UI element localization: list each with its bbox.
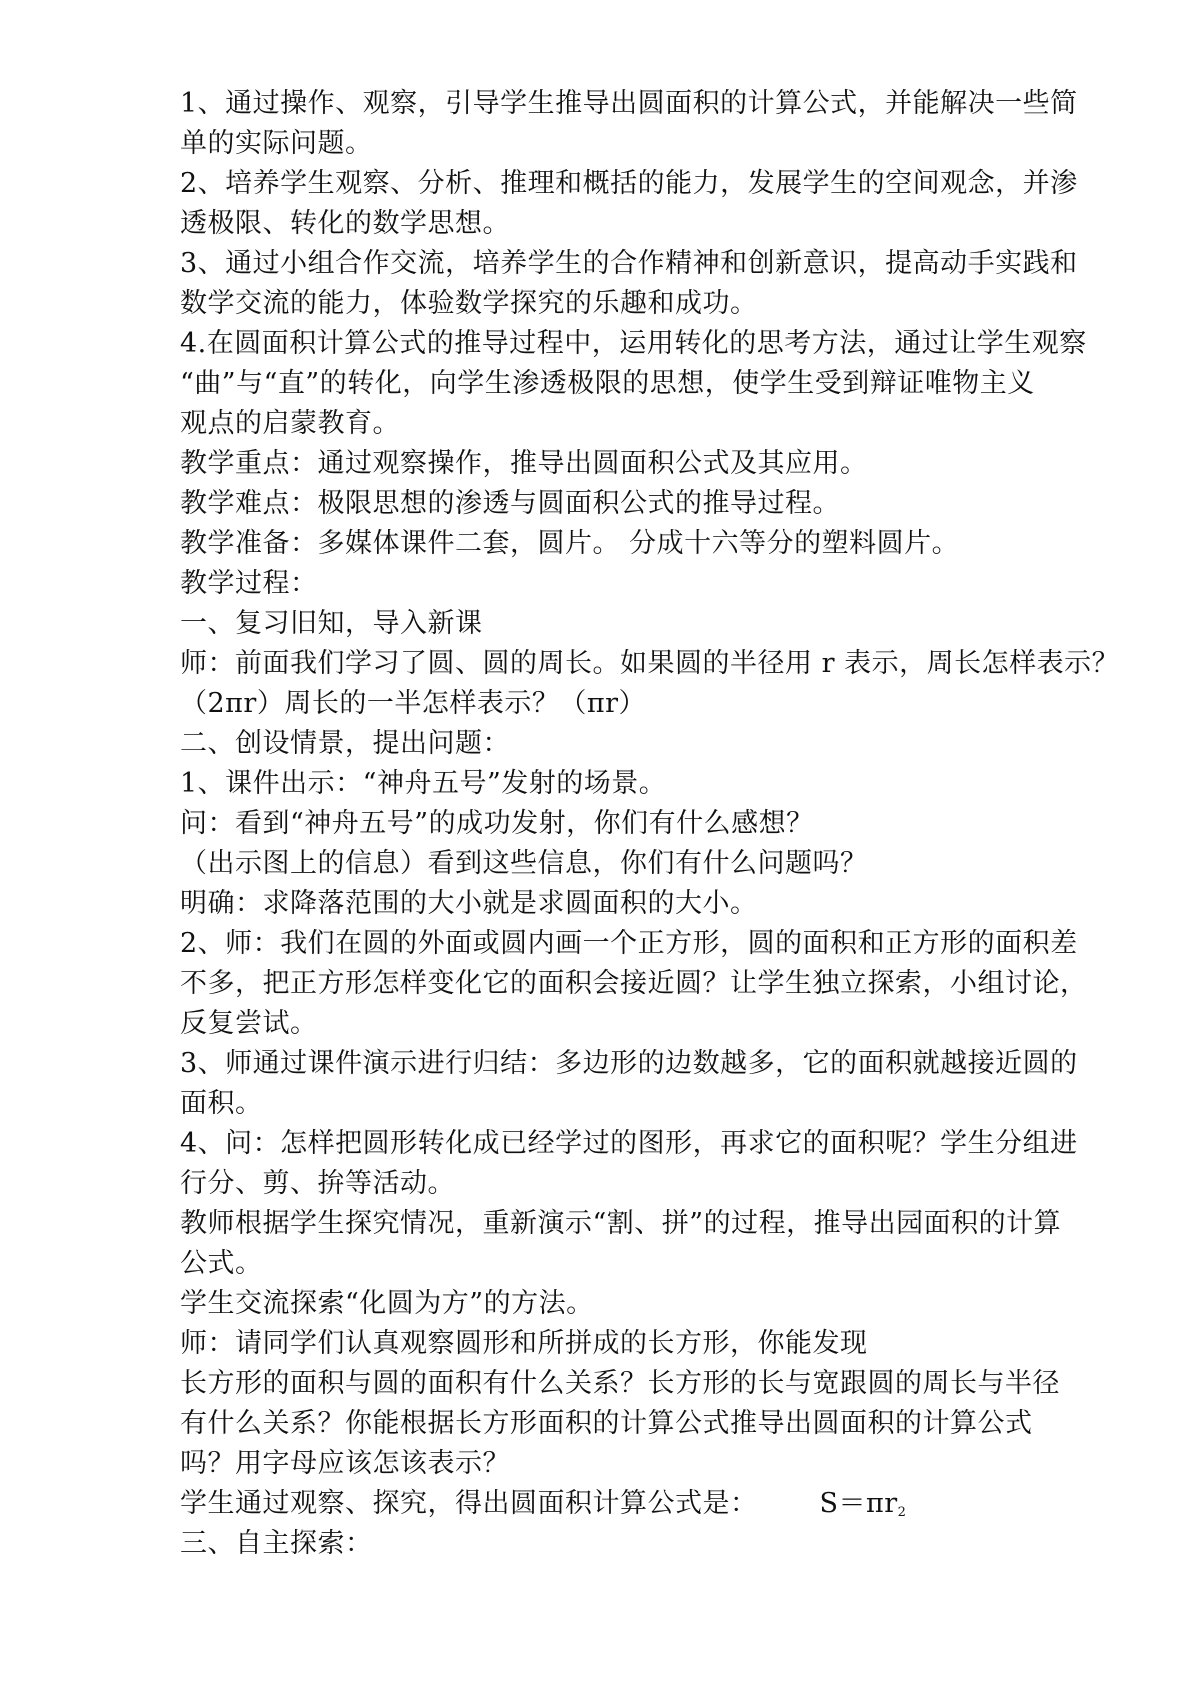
text-line: 问：看到“神舟五号”的成功发射，你们有什么感想？	[180, 808, 814, 839]
text-line: 透极限、转化的数学思想。	[180, 208, 510, 239]
text-line: “曲”与“直”的转化，向学生渗透极限的思想，使学生受到辩证唯物主义	[180, 368, 1035, 399]
section-heading: 三、自主探索：	[180, 1528, 373, 1559]
text-line: 不多，把正方形怎样变化它的面积会接近圆？让学生独立探索，小组讨论，	[180, 968, 1088, 999]
text-line: （2πr）周长的一半怎样表示？（πr）	[180, 688, 646, 719]
text-line: 有什么关系？你能根据长方形面积的计算公式推导出圆面积的计算公式	[180, 1408, 1033, 1439]
formula-intro: 学生通过观察、探究，得出圆面积计算公式是：	[180, 1488, 758, 1519]
text-line: 教师根据学生探究情况，重新演示“割、拼”的过程，推导出园面积的计算	[180, 1208, 1062, 1239]
document-page	[180, 84, 1120, 1564]
text-line: 师：前面我们学习了圆、圆的周长。如果圆的半径用 r 表示，周长怎样表示？	[180, 648, 1120, 679]
text-line: 1、课件出示：“神舟五号”发射的场景。	[180, 768, 667, 799]
text-line: 公式。	[180, 1248, 263, 1279]
area-formula: S＝πr	[819, 1488, 898, 1519]
text-line: 长方形的面积与圆的面积有什么关系？长方形的长与宽跟圆的周长与半径	[180, 1368, 1060, 1399]
text-line: 3、通过小组合作交流，培养学生的合作精神和创新意识，提高动手实践和	[180, 248, 1078, 279]
text-line: 一、复习旧知，导入新课	[180, 608, 483, 639]
text-line: 反复尝试。	[180, 1008, 318, 1039]
text-line: （出示图上的信息）看到这些信息，你们有什么问题吗？	[180, 848, 868, 879]
formula-line	[180, 1484, 1120, 1524]
text-line: 明确：求降落范围的大小就是求圆面积的大小。	[180, 888, 758, 919]
text-line: 教学过程：	[180, 568, 318, 599]
text-line: 二、创设情景，提出问题：	[180, 728, 510, 759]
text-line: 教学重点：通过观察操作，推导出圆面积公式及其应用。	[180, 448, 868, 479]
text-line: 学生交流探索“化圆为方”的方法。	[180, 1288, 594, 1319]
text-line: 2、培养学生观察、分析、推理和概括的能力，发展学生的空间观念，并渗	[180, 168, 1078, 199]
text-line: 教学准备：多媒体课件二套，圆片。 分成十六等分的塑料圆片。	[180, 528, 960, 559]
text-line: 教学难点：极限思想的渗透与圆面积公式的推导过程。	[180, 488, 840, 519]
text-line: 2、师：我们在圆的外面或圆内画一个正方形，圆的面积和正方形的面积差	[180, 928, 1078, 959]
text-line: 观点的启蒙教育。	[180, 408, 400, 439]
text-line: 师：请同学们认真观察圆形和所拼成的长方形，你能发现	[180, 1328, 868, 1359]
text-line: 行分、剪、拚等活动。	[180, 1168, 455, 1199]
text-line: 1、通过操作、观察，引导学生推导出圆面积的计算公式，并能解决一些简	[180, 88, 1078, 119]
text-line: 4、问：怎样把圆形转化成已经学过的图形，再求它的面积呢？学生分组进	[180, 1128, 1078, 1159]
text-line: 吗？用字母应该怎该表示？	[180, 1448, 510, 1479]
text-line: 3、师通过课件演示进行归结：多边形的边数越多，它的面积就越接近圆的	[180, 1048, 1078, 1079]
text-line: 面积。	[180, 1088, 263, 1119]
text-line: 数学交流的能力，体验数学探究的乐趣和成功。	[180, 288, 758, 319]
text-line: 单的实际问题。	[180, 128, 373, 159]
text-line: 4.在圆面积计算公式的推导过程中，运用转化的思考方法，通过让学生观察	[180, 328, 1087, 359]
formula-exponent: 2	[897, 1505, 907, 1520]
